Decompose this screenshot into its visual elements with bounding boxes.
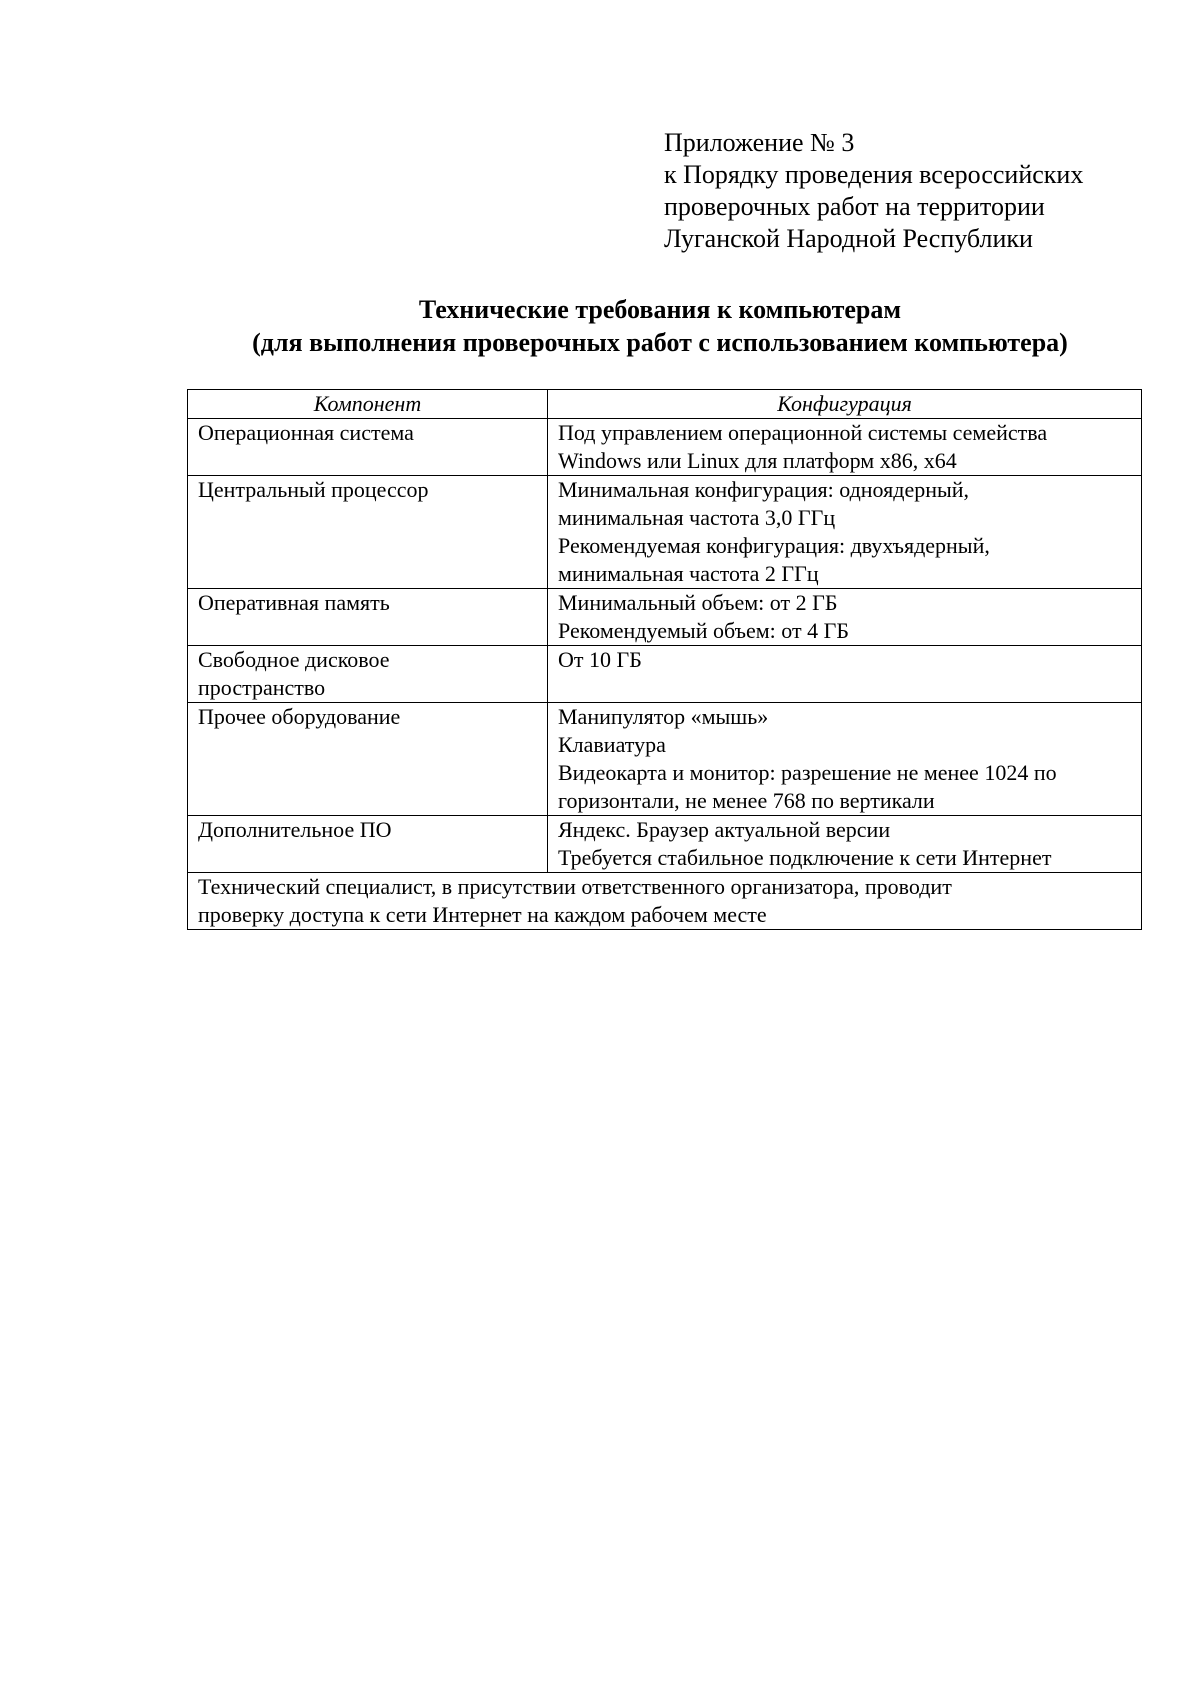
component-cell xyxy=(188,816,548,873)
component-cell xyxy=(188,646,548,703)
config-line: Видеокарта и монитор: разрешение не менее 1024 по xyxy=(558,760,1057,785)
table-row xyxy=(188,476,1142,589)
component-cell xyxy=(188,589,548,646)
config-line: Яндекс. Браузер актуальной версии xyxy=(558,817,891,842)
config-line: Под управлением операционной системы семейства xyxy=(558,420,1048,445)
config-line: Минимальная конфигурация: одноядерный, xyxy=(558,477,970,502)
appendix-line: Луганской Народной Республики xyxy=(664,224,1033,253)
header-configuration: Конфигурация xyxy=(548,390,1142,419)
table-header-row xyxy=(188,390,1142,419)
config-line: Минимальный объем: от 2 ГБ xyxy=(558,590,838,615)
config-line: Рекомендуемый объем: от 4 ГБ xyxy=(558,618,849,643)
component-text: Центральный процессор xyxy=(198,477,429,502)
component-cell xyxy=(188,703,548,816)
component-cell xyxy=(188,476,548,589)
config-line: минимальная частота 2 ГГц xyxy=(558,561,819,586)
appendix-line: Приложение № 3 xyxy=(664,128,855,157)
config-cell xyxy=(548,646,1142,703)
config-line: Клавиатура xyxy=(558,732,666,757)
note-cell xyxy=(188,873,1142,930)
config-line: Рекомендуемая конфигурация: двухъядерный, xyxy=(558,533,990,558)
appendix-line: к Порядку проведения всероссийских xyxy=(664,160,1084,189)
title-line-1: Технические требования к компьютерам xyxy=(418,295,902,324)
table-row xyxy=(188,646,1142,703)
table-row xyxy=(188,419,1142,476)
document-title xyxy=(0,293,1200,359)
component-text: Оперативная память xyxy=(198,590,390,615)
component-cell xyxy=(188,419,548,476)
note-line: Технический специалист, в присутствии ответственного организатора, проводит xyxy=(198,874,952,899)
config-line: минимальная частота 3,0 ГГц xyxy=(558,505,836,530)
note-line: проверку доступа к сети Интернет на каждом рабочем месте xyxy=(198,902,767,927)
requirements-table xyxy=(187,389,1142,930)
appendix-header xyxy=(664,127,1083,255)
component-text: Прочее оборудование xyxy=(198,704,401,729)
table-note-row xyxy=(188,873,1142,930)
component-text: пространство xyxy=(198,675,326,700)
config-cell xyxy=(548,589,1142,646)
title-line-2: (для выполнения проверочных работ с использованием компьютера) xyxy=(252,328,1068,357)
table-row xyxy=(188,816,1142,873)
config-cell xyxy=(548,816,1142,873)
component-text: Дополнительное ПО xyxy=(198,817,392,842)
component-text: Свободное дисковое xyxy=(198,647,390,672)
config-cell xyxy=(548,476,1142,589)
config-cell xyxy=(548,419,1142,476)
config-line: Windows или Linux для платформ x86, x64 xyxy=(558,448,957,473)
table-row xyxy=(188,589,1142,646)
appendix-line: проверочных работ на территории xyxy=(664,192,1045,221)
table-row xyxy=(188,703,1142,816)
config-cell xyxy=(548,703,1142,816)
config-line: От 10 ГБ xyxy=(558,647,642,672)
header-component: Компонент xyxy=(188,390,548,419)
config-line: Требуется стабильное подключение к сети Интернет xyxy=(558,845,1052,870)
config-line: горизонтали, не менее 768 по вертикали xyxy=(558,788,935,813)
config-line: Манипулятор «мышь» xyxy=(558,704,769,729)
component-text: Операционная система xyxy=(198,420,414,445)
